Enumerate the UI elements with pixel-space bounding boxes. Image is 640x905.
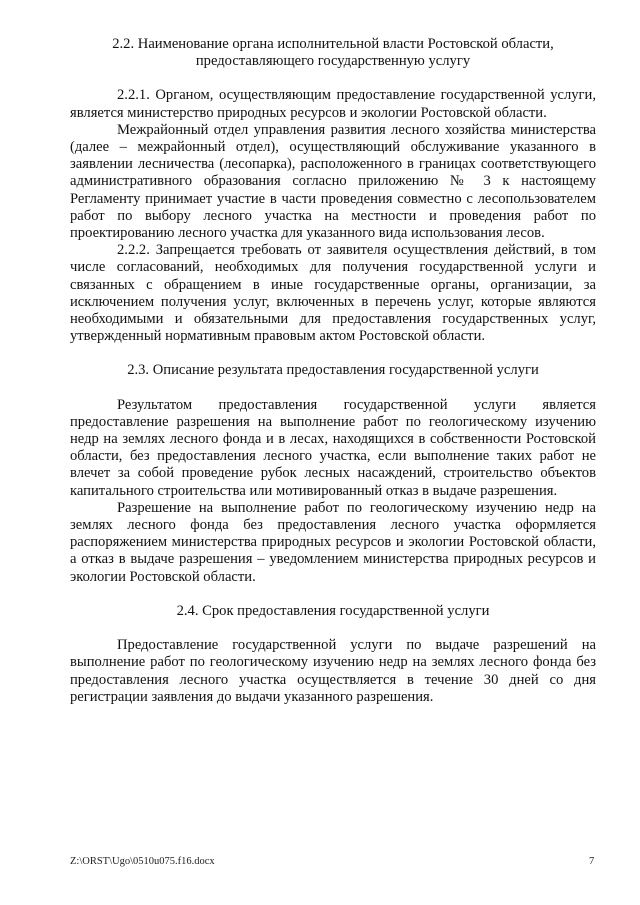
spacer bbox=[70, 70, 596, 87]
spacer bbox=[70, 380, 596, 397]
interdistrict-department-paragraph: Межрайонный отдел управления развития лесного хозяйства министерства (далее – межрайонный отдел), осуществляющий обслуживание указанного в заявлении лесничества (лесопарка), расположенного в границах соответствующего административного образования согласно приложению № 3 к настоящему Регламенту принимает участие в части проведения совместно с лесопользователем работ по выбору лесного участка на местности и проведения работ по проектированию лесного участка для указанного вида использования лесов. bbox=[70, 121, 596, 242]
section-2-2-heading-line2: предоставляющего государственную услугу bbox=[195, 53, 471, 70]
section-2-2-2-paragraph: 2.2.2. Запрещается требовать от заявителя осуществления действий, в том числе согласований, необходимых для получения государственной услуги и связанных с обращением в иные государственные органы, организации, за исключением получения услуг, включенных в перечень услуг, которые являются необходимыми и обязательными для предоставления государственных услуг, утвержденный нормативным правовым актом Ростовской области. bbox=[70, 242, 596, 345]
spacer bbox=[70, 586, 596, 603]
spacer bbox=[70, 345, 596, 362]
section-2-2-1-paragraph: 2.2.1. Органом, осуществляющим предоставление государственной услуги, является министерство природных ресурсов и экологии Ростовской области. bbox=[70, 87, 596, 121]
section-2-4-heading: 2.4. Срок предоставления государственной услуги bbox=[176, 602, 490, 619]
spacer bbox=[70, 620, 596, 637]
permit-formalization-paragraph: Разрешение на выполнение работ по геологическому изучению недр на землях лесного фонда без предоставления лесного участка оформляется распоряжением министерства природных ресурсов и экологии Ростовской области, а отказ в выдаче разрешения – уведомлением министерства природных ресурсов и экологии Ростовской области. bbox=[70, 499, 596, 585]
service-result-paragraph: Результатом предоставления государственной услуги является предоставление разрешения на выполнение работ по геологическому изучению недр на землях лесного фонда и в лесах, находящихся в собственности Ростовской области, без предоставления лесного участка, если выполнение таких работ не влечет за собой проведение рубок лесных насаждений, строительство объектов капитального строительства или мотивированный отказ в выдаче разрешения. bbox=[70, 396, 596, 499]
section-2-2-heading-line1: 2.2. Наименование органа исполнительной власти Ростовской области, bbox=[112, 36, 554, 52]
document-page bbox=[70, 36, 596, 706]
service-term-paragraph: Предоставление государственной услуги по выдаче разрешений на выполнение работ по геологическому изучению недр на землях лесного фонда без предоставления лесного участка осуществляется в течение 30 дней со дня регистрации заявления до выдачи указанного разрешения. bbox=[70, 637, 596, 705]
page-number: 7 bbox=[589, 856, 595, 867]
section-2-2-heading bbox=[70, 36, 596, 70]
section-2-3-heading: 2.3. Описание результата предоставления государственной услуги bbox=[127, 362, 539, 379]
footer-file-path: Z:\ORST\Ugo\0510u075.f16.docx bbox=[70, 856, 215, 867]
